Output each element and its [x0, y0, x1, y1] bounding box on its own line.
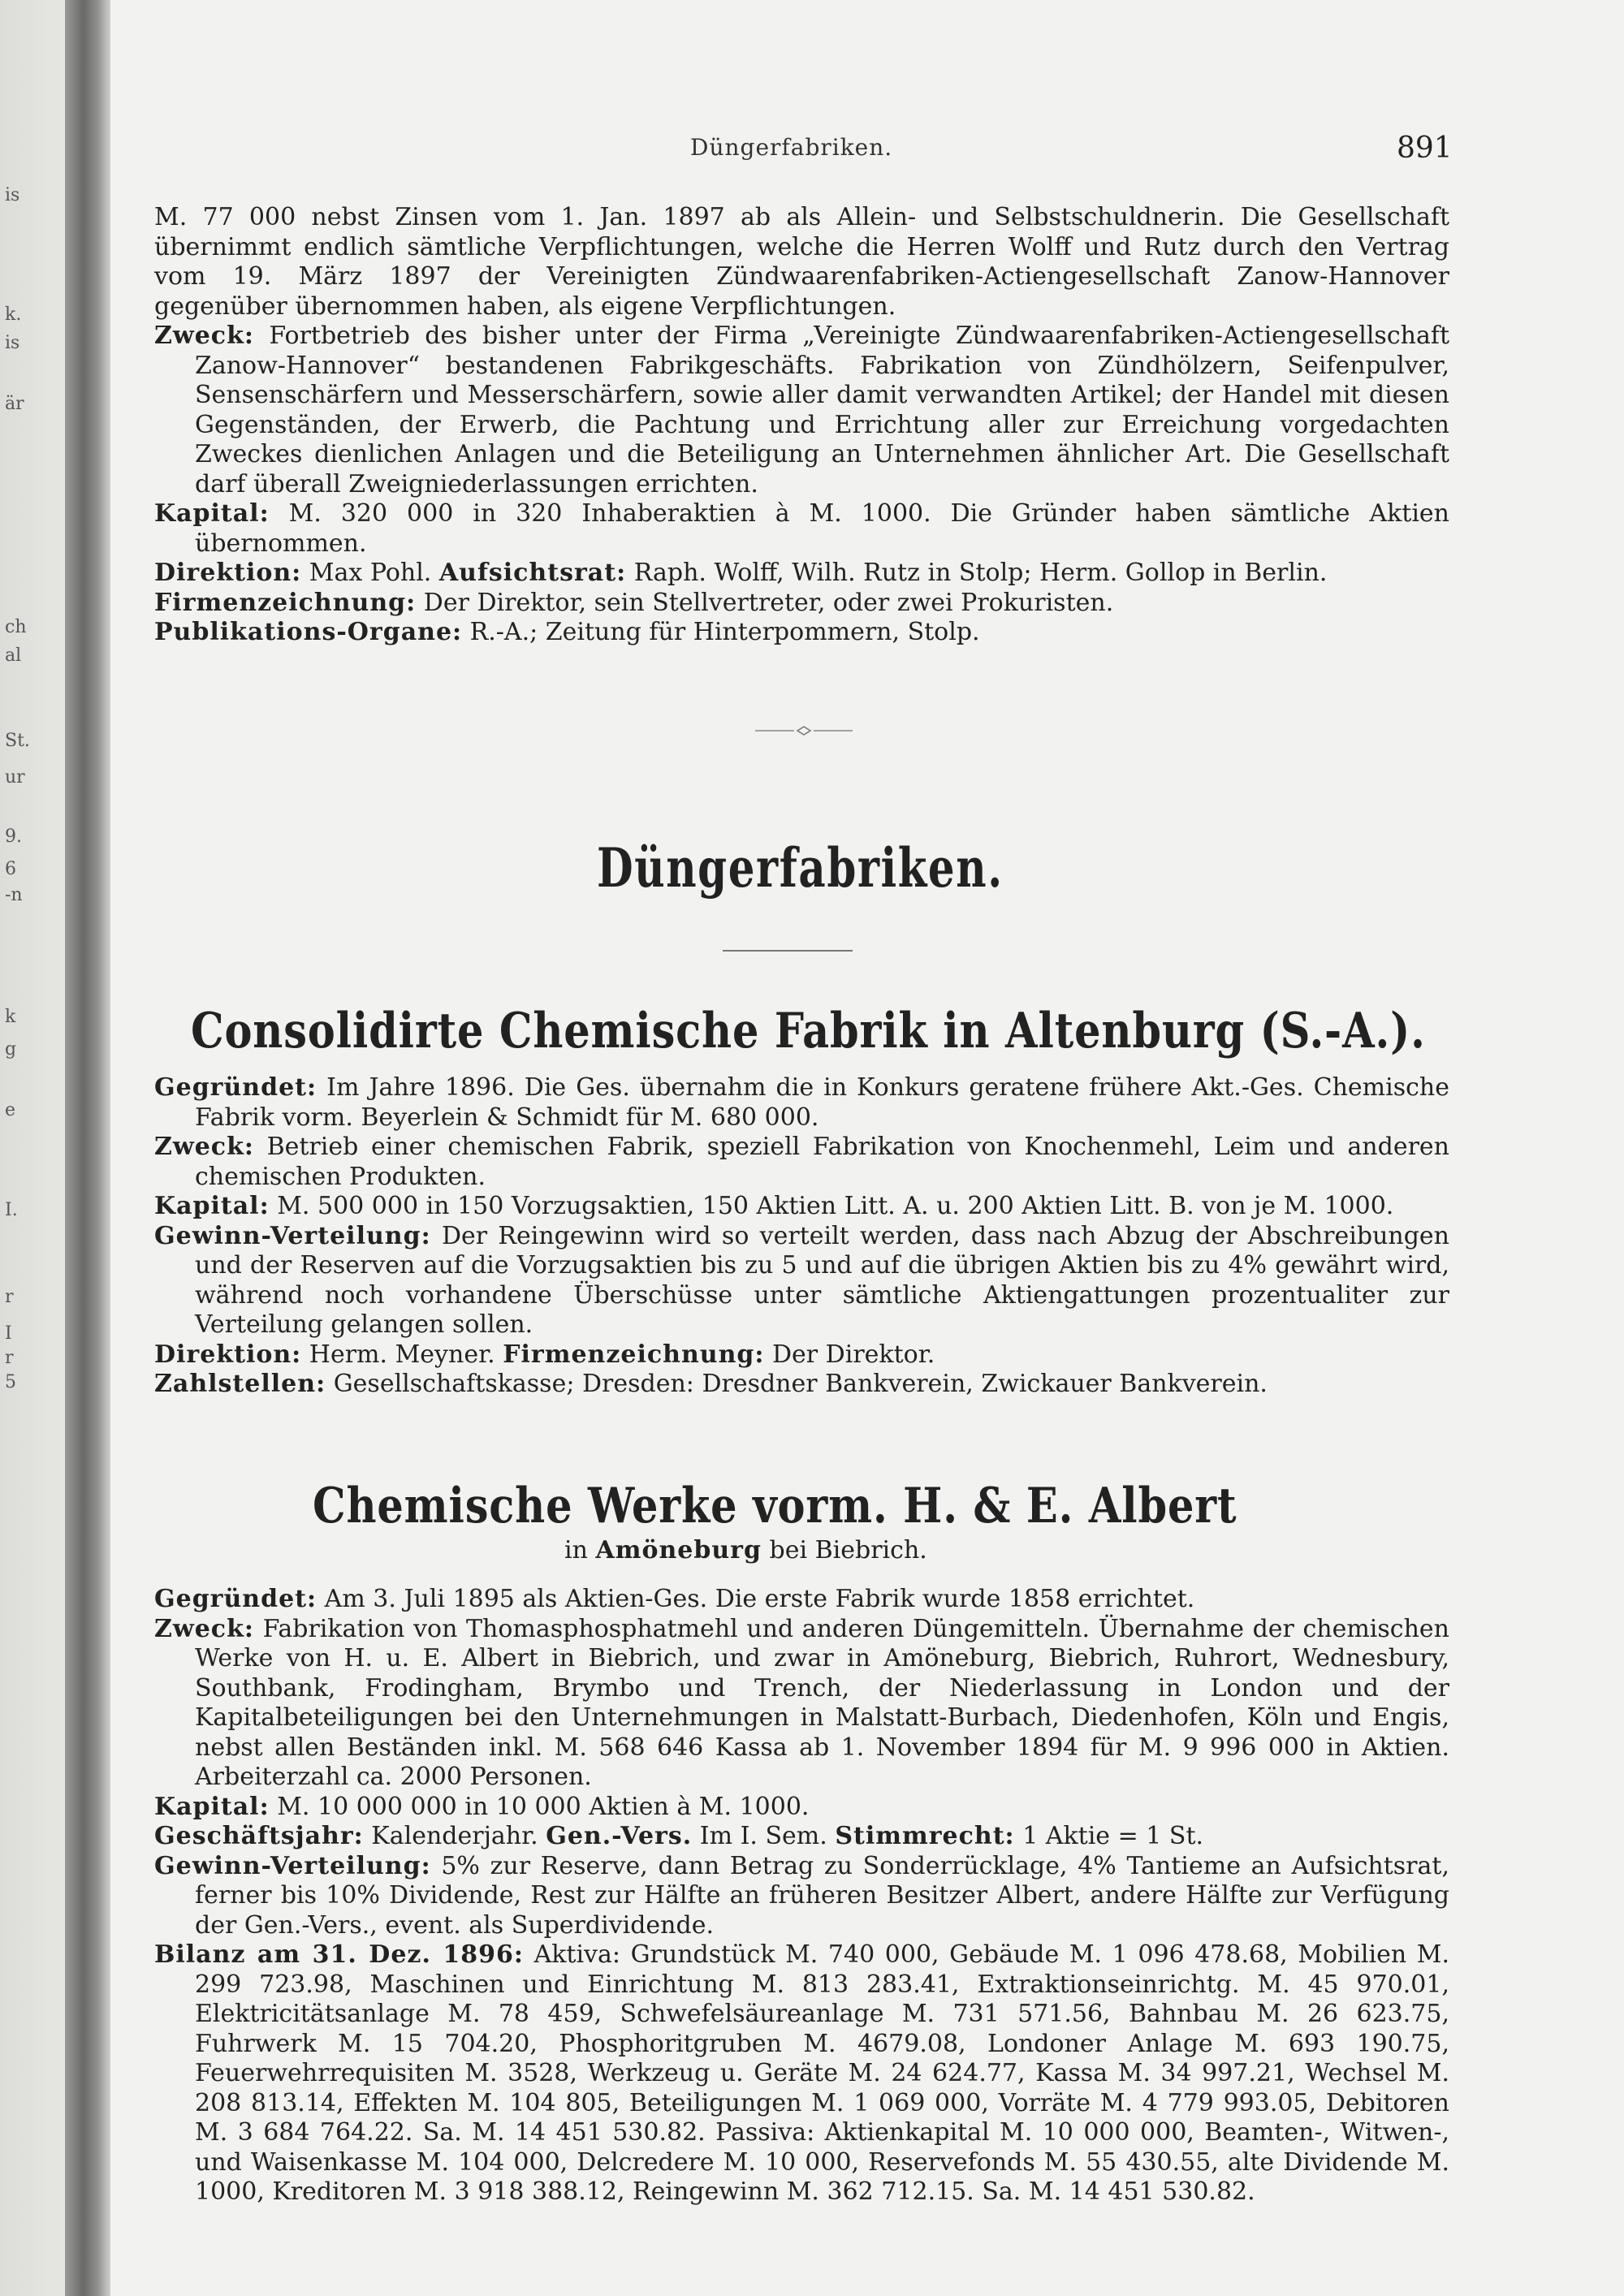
intro-direktion [154, 559, 1449, 589]
book-spine-shadow [65, 0, 110, 2296]
field-label: Bilanz am 31. Dez. 1896: [154, 1940, 524, 1969]
field-value: Am 3. Juli 1895 als Aktien-Ges. Die erste Fabrik wurde 1858 errichtet. [324, 1585, 1195, 1613]
field-label: Kapital: [154, 1792, 270, 1821]
field-value: R.-A.; Zeitung für Hinterpommern, Stolp. [469, 618, 980, 646]
field-kapital [154, 1192, 1449, 1222]
intro-zweck [154, 322, 1449, 499]
field-zweck [154, 1615, 1449, 1793]
intro-publikation [154, 618, 1449, 648]
field-label: Direktion: [154, 1340, 302, 1369]
field-label: Gegründet: [154, 1585, 317, 1613]
field-label: Zweck: [154, 1133, 254, 1161]
field-label: Publikations-Organe: [154, 618, 463, 646]
margin-fragment: 6 [5, 859, 16, 879]
field-value: Max Pohl. [309, 559, 432, 587]
field-label: Geschäftsjahr: [154, 1822, 364, 1850]
field-label: Gen.-Vers. [546, 1822, 693, 1850]
margin-fragment: al [5, 645, 22, 666]
field-value: M. 500 000 in 150 Vorzugsaktien, 150 Aktien Litt. A. u. 200 Aktien Litt. B. von je M. 1000. [277, 1192, 1394, 1220]
field-label: Firmenzeichnung: [503, 1340, 765, 1369]
field-value: Im I. Sem. [699, 1822, 827, 1850]
field-label: Zahlstellen: [154, 1370, 326, 1398]
field-value: Kalenderjahr. [371, 1822, 538, 1850]
field-value: 5% zur Reserve, dann Betrag zu Sonderrücklage, 4% Tantieme an Aufsichtsrat, ferner bis 10% Dividende, Rest zur Hälfte an früheren Besitzer Albert, andere Hälfte zur Verfügung der Gen.-Vers., event. als Superdividende. [195, 1851, 1449, 1940]
field-label: Kapital: [154, 499, 270, 528]
margin-fragment: e [5, 1100, 16, 1120]
field-label: Firmenzeichnung: [154, 588, 417, 617]
section-title: Düngerfabriken. [597, 836, 1004, 900]
title-rule [723, 950, 853, 952]
margin-fragment: k [5, 1007, 16, 1027]
company-subtitle [564, 1536, 927, 1564]
margin-fragment: St. [5, 731, 30, 751]
intro-section [154, 203, 1449, 648]
field-label: Kapital: [154, 1192, 270, 1220]
running-head: Düngerfabriken. [690, 134, 893, 161]
margin-fragment: ur [5, 767, 25, 788]
margin-fragment: 9. [5, 826, 22, 847]
company-title: Chemische Werke vorm. H. & E. Albert [313, 1478, 1237, 1534]
field-value: Fabrikation von Thomasphosphatmehl und anderen Düngemitteln. Übernahme der chemischen Werke von H. u. E. Albert in Biebrich, und zwar in Amöneburg, Biebrich, Ruhrort, Wednesbury, Southbank, Frodingham, Brymbo und Trench, der Niederlassung in London und der Kapitalbeteiligungen bei den Unternehmungen in Malstatt-Burbach, Diedenhofen, Köln und Engis, nebst allen Beständen inkl. M. 568 646 Kassa ab 1. November 1894 für M. 9 996 000 in Aktien. Arbeiterzahl ca. 2000 Personen. [195, 1614, 1449, 1791]
field-value: Der Reingewinn wird so verteilt werden, dass nach Abzug der Abschreibungen und der Reserven auf die Vorzugsaktien bis zu 5 und auf die übrigen Aktien bis zu 4% gewährt wird, während noch vorhandene Überschüsse unter sämtliche Aktiengattungen prozentualiter zur Verteilung gelangen sollen. [195, 1221, 1449, 1339]
intro-paragraph: M. 77 000 nebst Zinsen vom 1. Jan. 1897 ab als Allein- und Selbstschuldnerin. Die Gesellschaft übernimmt endlich sämtliche Verpflichtungen, welche die Herren Wolff und Rutz durch den Vertrag vom 19. März 1897 der Vereinigten Zündwaarenfabriken-Actiengesellschaft Zanow-Hannover gegenüber übernommen haben, als eigene Verpflichtungen. [154, 203, 1449, 321]
field-label: Aufsichtsrat: [438, 559, 627, 587]
subtitle-rest: bei Biebrich. [769, 1536, 927, 1564]
intro-kapital [154, 499, 1449, 559]
field-value: Der Direktor, sein Stellvertreter, oder zwei Prokuristen. [423, 588, 1114, 617]
field-label: Gewinn-Verteilung: [154, 1851, 431, 1880]
field-direktion [154, 1340, 1449, 1370]
margin-fragment: I. [5, 1200, 18, 1220]
margin-fragment: 5 [5, 1372, 16, 1392]
field-label: Zweck: [154, 1614, 254, 1643]
field-label: Zweck: [154, 322, 254, 350]
margin-fragment: ch [5, 617, 27, 637]
margin-fragment: r [5, 1287, 14, 1307]
company-title: Consolidirte Chemische Fabrik in Altenburg (S.-A.). [191, 1003, 1426, 1060]
company-entry [154, 1073, 1449, 1400]
margin-fragment: I [5, 1323, 12, 1344]
field-value: Fortbetrieb des bisher unter der Firma „Vereinigte Zündwaarenfabriken-Actiengesellschaft Zanow-Hannover“ bestandenen Fabrikgeschäfts. Fabrikation von Zündhölzern, Seifenpulver, Sensenschärfern und Messerschärfern, sowie aller damit verwandten Artikel; der Handel mit diesen Gegenständen, der Erwerb, die Pachtung und Errichtung aller zur Erreichung vorgedachten Zweckes dienlichen Anlagen und die Beteiligung an Unternehmen ähnlicher Art. Die Gesellschaft darf überall Zweigniederlassungen errichten. [195, 322, 1449, 498]
field-value: 1 Aktie = 1 St. [1022, 1822, 1204, 1850]
field-value: M. 320 000 in 320 Inhaberaktien à M. 1000. Die Gründer haben sämtliche Aktien übernommen. [195, 499, 1449, 558]
field-value: Der Direktor. [771, 1340, 935, 1369]
margin-fragment: -n [5, 885, 23, 905]
field-zahlstellen [154, 1370, 1449, 1400]
field-geschaeftsjahr [154, 1822, 1449, 1852]
field-gegruendet [154, 1073, 1449, 1133]
field-gewinn [154, 1222, 1449, 1340]
field-value: Im Jahre 1896. Die Ges. übernahm die in Konkurs geratene frühere Akt.-Ges. Chemische Fabrik vorm. Beyerlein & Schmidt für M. 680 000. [195, 1073, 1449, 1132]
field-kapital [154, 1793, 1449, 1823]
field-bilanz [154, 1940, 1449, 2208]
field-gegruendet [154, 1585, 1449, 1615]
margin-fragment: r [5, 1348, 14, 1368]
field-label: Stimmrecht: [835, 1822, 1015, 1850]
field-label: Direktion: [154, 559, 302, 587]
subtitle-location: Amöneburg [595, 1536, 762, 1564]
field-gewinn [154, 1852, 1449, 1941]
field-value: Gesellschaftskasse; Dresden: Dresdner Bankverein, Zwickauer Bankverein. [333, 1370, 1268, 1398]
field-zweck [154, 1133, 1449, 1192]
company-entry [154, 1585, 1449, 2208]
field-value: Herm. Meyner. [309, 1340, 495, 1369]
subtitle-prefix: in [564, 1536, 588, 1564]
field-label: Gewinn-Verteilung: [154, 1221, 431, 1250]
margin-fragment: g [5, 1039, 17, 1060]
page-number: 891 [1397, 132, 1453, 165]
margin-fragment: is [5, 185, 20, 205]
margin-fragment: k. [5, 304, 22, 325]
field-value: Aktiva: Grundstück M. 740 000, Gebäude M. 1 096 478.68, Mobilien M. 299 723.98, Maschinen und Einrichtung M. 813 283.41, Extraktionseinrichtg. M. 45 970.01, Elektricitätsanlage M. 78 459, Schwefelsäureanlage M. 731 571.56, Bahnbau M. 26 623.75, Fuhrwerk M. 15 704.20, Phosphoritgruben M. 4679.08, Londoner Anlage M. 693 190.75, Feuerwehrrequisiten M. 3528, Werkzeug u. Geräte M. 24 624.77, Kassa M. 34 997.21, Wechsel M. 208 813.14, Effekten M. 104 805, Beteiligungen M. 1 069 000, Vorräte M. 4 779 993.05, Debitoren M. 3 684 764.22. Sa. M. 14 451 530.82. Passiva: Aktienkapital M. 10 000 000, Beamten-, Witwen-, und Waisenkasse M. 104 000, Delcredere M. 10 000, Reservefonds M. 55 430.55, alte Dividende M. 1000, Kreditoren M. 3 918 388.12, Reingewinn M. 362 712.15. Sa. M. 14 451 530.82. [195, 1940, 1449, 2206]
margin-fragment: is [5, 333, 20, 353]
field-value: M. 10 000 000 in 10 000 Aktien à M. 1000. [277, 1792, 810, 1821]
field-value: Raph. Wolff, Wilh. Rutz in Stolp; Herm. Gollop in Berlin. [633, 559, 1328, 587]
field-label: Gegründet: [154, 1073, 317, 1102]
divider-ornament [755, 725, 853, 736]
intro-firmenzeichnung [154, 589, 1449, 619]
facing-page-margin [0, 0, 65, 2296]
margin-fragment: är [5, 394, 24, 414]
field-value: Betrieb einer chemischen Fabrik, speziell Fabrikation von Knochenmehl, Leim und anderen chemischen Produkten. [195, 1133, 1449, 1191]
